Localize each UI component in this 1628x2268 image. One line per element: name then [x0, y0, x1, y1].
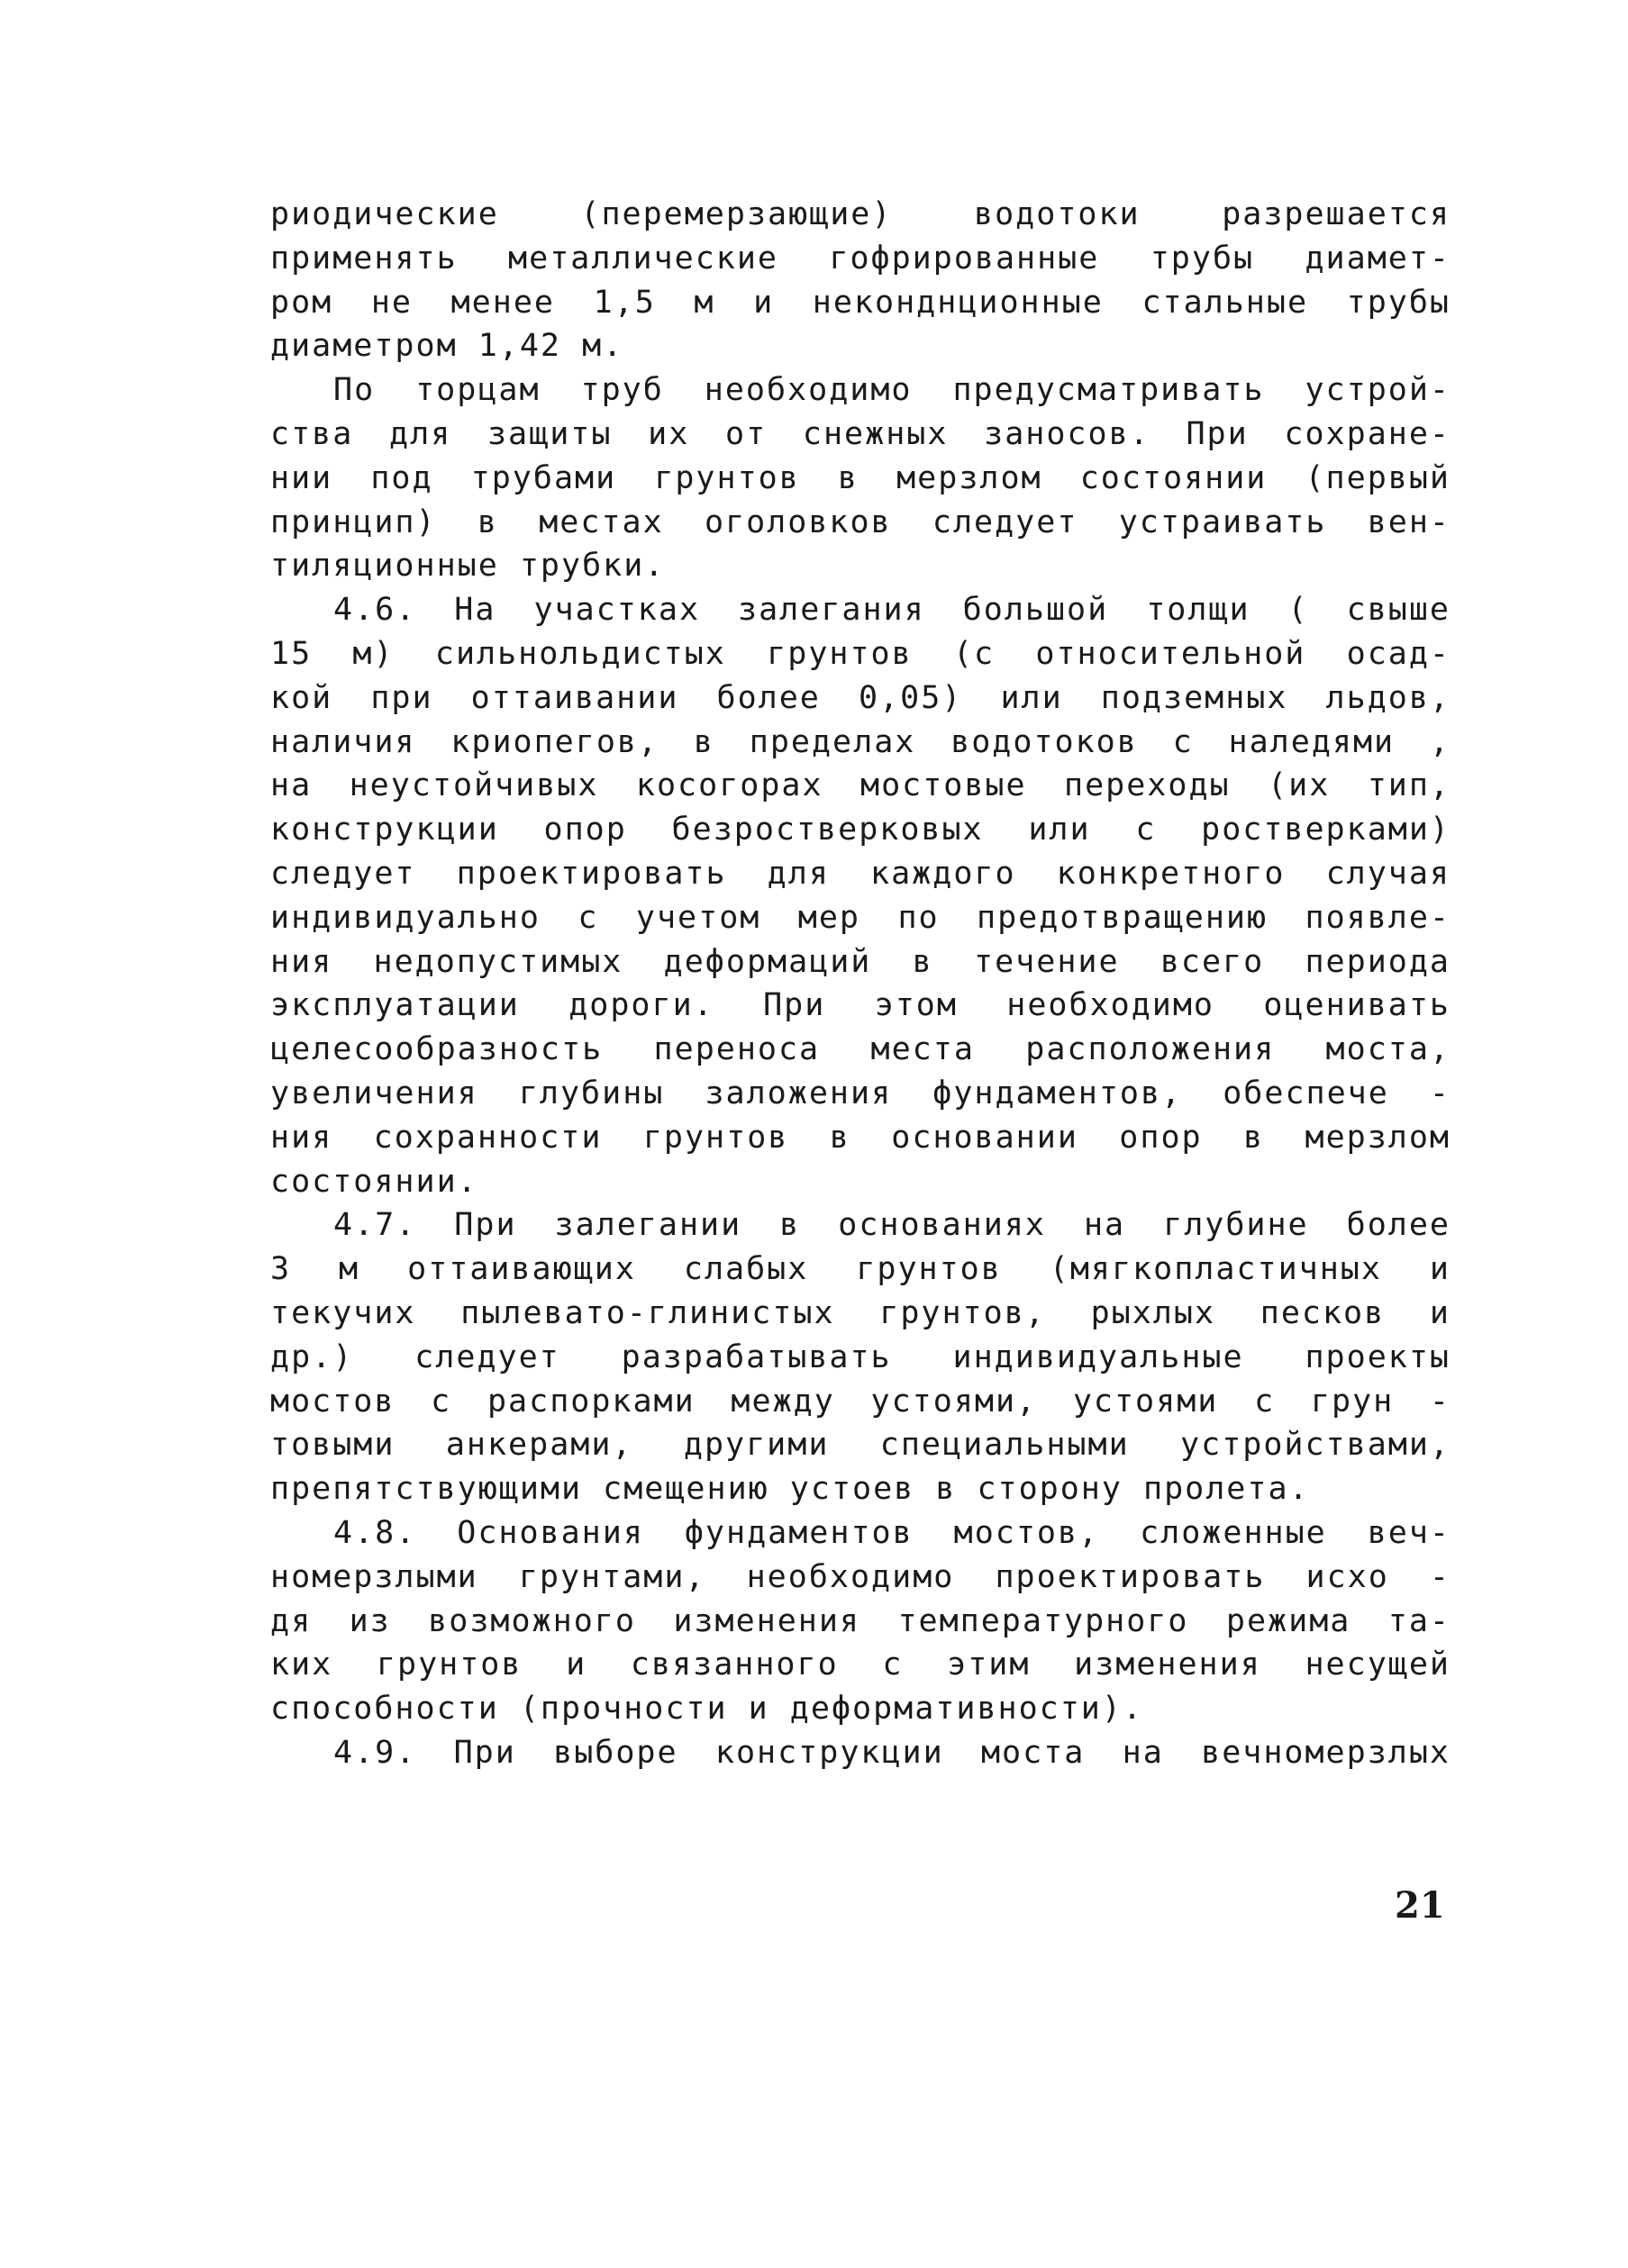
text-line: наличия криопегов, в пределах водотоков с наледями , [270, 723, 1451, 760]
text-line: увеличения глубины заложения фундаментов, обеспече - [270, 1075, 1451, 1111]
text-line: 3 м оттаивающих слабых грунтов (мягкопластичных и [270, 1251, 1451, 1288]
text-line: диаметром 1,42 м. [270, 328, 624, 365]
text-line: 4.6. На участках залегания большой толщи ( свыше [333, 592, 1451, 629]
text-line: конструкции опор безростверковых или с ростверками) [270, 812, 1451, 848]
text-line: индивидуально с учетом мер по предотвращению появле- [270, 899, 1451, 936]
page-number: 21 [1395, 1884, 1445, 1927]
text-line: ких грунтов и связанного с этим изменения несущей [270, 1647, 1451, 1683]
text-line: товыми анкерами, другими специальными устройствами, [270, 1427, 1451, 1464]
text-line: состоянии. [270, 1163, 478, 1200]
text-line: принцип) в местах оголовков следует устраивать вен- [270, 503, 1451, 540]
text-line: 4.9. При выборе конструкции моста на вечномерзлых [333, 1734, 1451, 1771]
text-line: 4.7. При залегании в основаниях на глубине более [333, 1207, 1451, 1244]
text-line: ния недопустимых деформаций в течение всего периода [270, 943, 1451, 980]
text-line: применять металлические гофрированные трубы диамет- [270, 240, 1451, 277]
text-line: номерзлыми грунтами, необходимо проектировать исхо - [270, 1558, 1451, 1595]
text-line: эксплуатации дороги. При этом необходимо оценивать [270, 987, 1451, 1024]
text-line: препятствующими смещению устоев в сторону пролета. [270, 1471, 1310, 1508]
text-line: способности (прочности и деформативности). [270, 1691, 1144, 1728]
text-line: на неустойчивых косогорах мостовые переходы (их тип, [270, 767, 1451, 804]
text-line: 4.8. Основания фундаментов мостов, сложенные веч- [333, 1514, 1451, 1551]
text-line: нии под трубами грунтов в мерзлом состоянии (первый [270, 459, 1451, 496]
text-line: текучих пылевато-глинистых грунтов, рыхлых песков и [270, 1294, 1451, 1331]
text-line: следует проектировать для каждого конкретного случая [270, 855, 1451, 892]
text-line: целесообразность переноса места расположения моста, [270, 1031, 1451, 1068]
text-line: ром не менее 1,5 м и неконднционные стальные трубы [270, 284, 1451, 321]
text-line: тиляционные трубки. [270, 548, 666, 585]
body-text [270, 193, 1451, 1775]
text-line: 15 м) сильнольдистых грунтов (с относительной осад- [270, 635, 1451, 672]
text-line: ства для защиты их от снежных заносов. При сохране- [270, 415, 1451, 452]
text-line: мостов с распорками между устоями, устоями с грун - [270, 1383, 1451, 1420]
text-line: риодические (перемерзающие) водотоки разрешается [270, 196, 1451, 232]
text-line: По торцам труб необходимо предусматривать устрой- [333, 372, 1451, 409]
text-line: дя из возможного изменения температурного режима та- [270, 1602, 1451, 1639]
text-line: кой при оттаивании более 0,05) или подземных льдов, [270, 679, 1451, 716]
text-line: ния сохранности грунтов в основании опор в мерзлом [270, 1119, 1451, 1156]
text-line: др.) следует разрабатывать индивидуальные проекты [270, 1338, 1451, 1375]
